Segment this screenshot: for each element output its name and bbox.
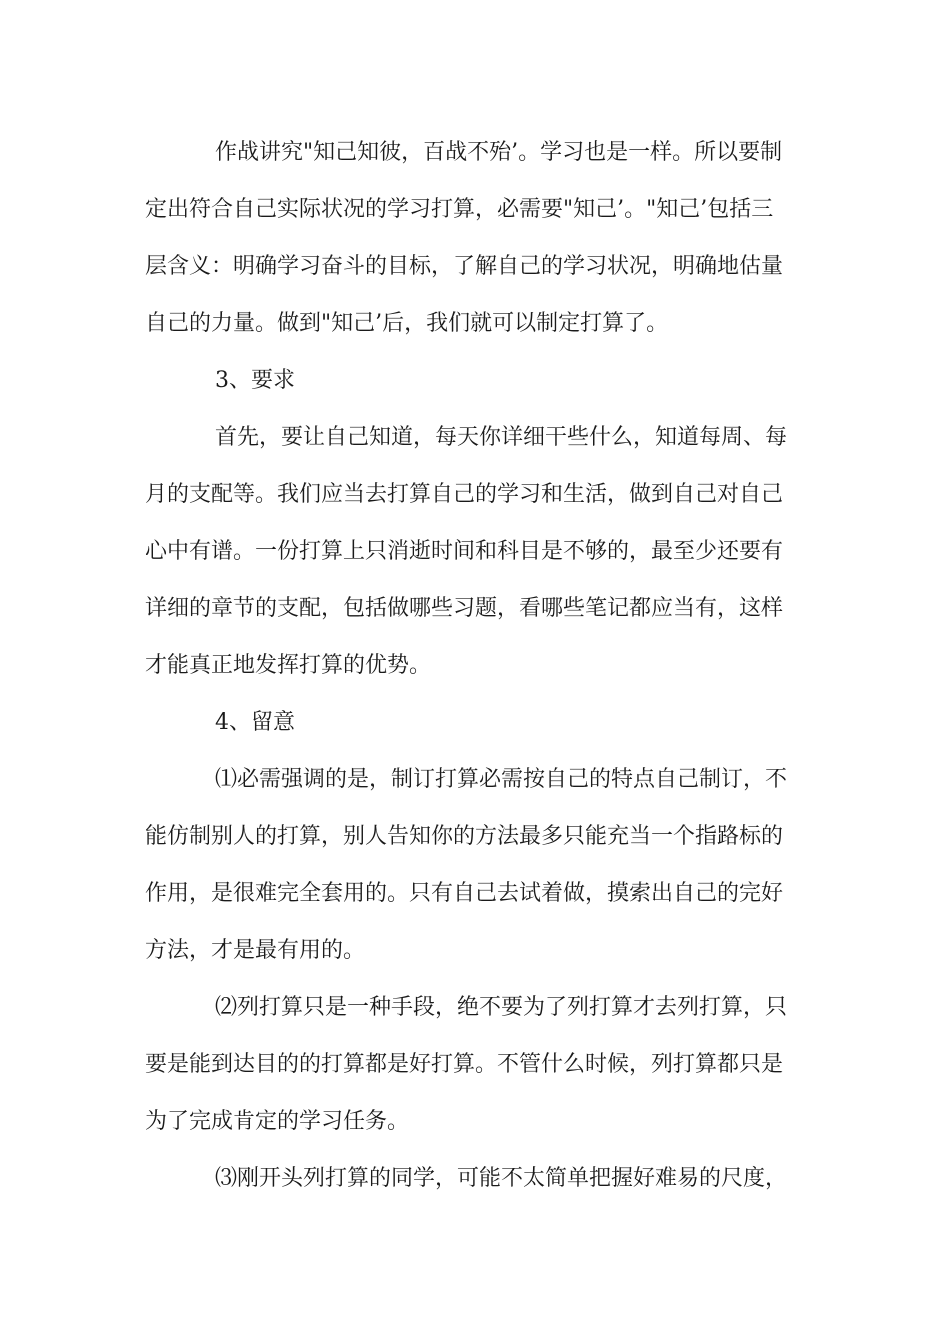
paragraph-1-line-1: 作战讲究"知己知彼，百战不殆’。学习也是一样。所以要制 <box>215 140 783 165</box>
section-heading-4: 4、留意 <box>215 710 295 735</box>
paragraph-4-line-1: ⑵列打算只是一种手段，绝不要为了列打算才去列打算，只 <box>215 995 788 1020</box>
paragraph-3-line-3: 作用，是很难完全套用的。只有自己去试着做，摸索出自己的完好 <box>145 881 784 906</box>
paragraph-1-line-2: 定出符合自己实际状况的学习打算，必需要"知己’。"知己’包括三 <box>145 197 774 222</box>
paragraph-4-line-3: 为了完成肯定的学习任务。 <box>145 1109 410 1134</box>
paragraph-5-line-1: ⑶刚开头列打算的同学，可能不太简单把握好难易的尺度， <box>215 1166 788 1191</box>
section-heading-3: 3、要求 <box>215 368 295 393</box>
paragraph-3-line-4: 方法，才是最有用的。 <box>145 938 366 963</box>
paragraph-3-line-2: 能仿制别人的打算，别人告知你的方法最多只能充当一个指路标的 <box>145 824 784 849</box>
paragraph-3-line-1: ⑴必需强调的是，制订打算必需按自己的特点自己制订，不 <box>215 767 788 792</box>
paragraph-2-line-1: 首先，要让自己知道，每天你详细干些什么，知道每周、每 <box>215 425 788 450</box>
paragraph-2-line-4: 详细的章节的支配，包括做哪些习题，看哪些笔记都应当有，这样 <box>145 596 784 621</box>
paragraph-4-line-2: 要是能到达目的的打算都是好打算。不管什么时候，列打算都只是 <box>145 1052 784 1077</box>
paragraph-2-line-3: 心中有谱。一份打算上只消逝时间和科目是不够的，最至少还要有 <box>145 539 784 564</box>
paragraph-2-line-5: 才能真正地发挥打算的优势。 <box>145 653 432 678</box>
paragraph-2-line-2: 月的支配等。我们应当去打算自己的学习和生活，做到自己对自己 <box>145 482 784 507</box>
paragraph-1-line-4: 自己的力量。做到"知己’后，我们就可以制定打算了。 <box>145 311 669 336</box>
paragraph-1-line-3: 层含义：明确学习奋斗的目标，了解自己的学习状况，明确地估量 <box>145 254 784 279</box>
